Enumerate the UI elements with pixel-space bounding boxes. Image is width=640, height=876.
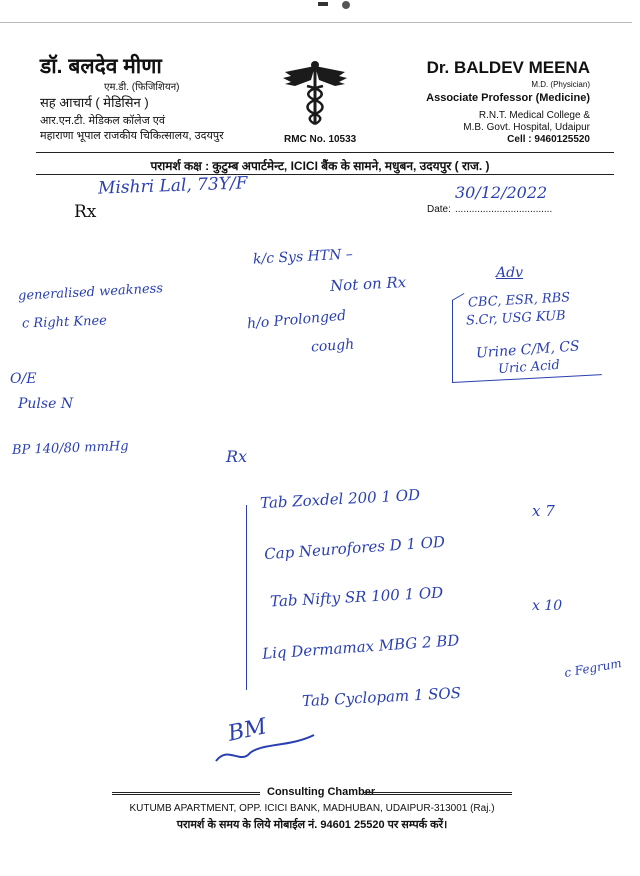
hindi-designation: सह आचार्य ( मेडिसिन ) [40, 95, 149, 110]
medication-4: Liq Dermamax MBG 2 BD [261, 631, 460, 663]
advice-bracket [452, 300, 453, 382]
footer-rule-right [364, 792, 512, 795]
complaint-line-1: generalised weakness [17, 281, 164, 304]
handwritten-date: 30/12/2022 [455, 183, 548, 202]
cell-number: Cell : 9460125520 [507, 134, 590, 145]
advice-line-1: CBC, ESR, RBS [467, 290, 571, 311]
english-degree: M.D. (Physician) [531, 80, 590, 89]
scan-mark [342, 1, 350, 9]
known-case-line: k/c Sys HTN – [252, 246, 354, 268]
footer-address: KUTUMB APARTMENT, OPP. ICICI BANK, MADHUBAN, UDAIPUR-313001 (Raj.) [129, 803, 495, 814]
footer-title: Consulting Chamber [267, 786, 376, 798]
caduceus-icon [281, 58, 349, 128]
patient-name: Mishri Lal, 73Y/F [97, 173, 248, 199]
advice-line-4: Uric Acid [497, 357, 561, 378]
rx-symbol: Rx [74, 202, 97, 222]
exam-pulse: Pulse N [18, 396, 74, 412]
medication-3: Tab Nifty SR 100 1 OD [269, 583, 444, 611]
rx-handwritten: Rx [226, 447, 248, 466]
english-college-1: R.N.T. Medical College & [478, 110, 590, 121]
hindi-college-2: महाराणा भूपाल राजकीय चिकित्सालय, उदयपुर [40, 130, 224, 142]
consult-room-address: परामर्श कक्ष : कुटुम्ब अपार्टमेन्ट, ICICI बैंक के सामने, मधुबन, उदयपुर ( राज. ) [150, 159, 490, 173]
english-doctor-name: Dr. BALDEV MEENA [426, 58, 590, 77]
complaint-line-2: c Right Knee [21, 313, 108, 332]
english-college-2: M.B. Govt. Hospital, Udaipur [463, 122, 590, 133]
medication-2: Cap Neurofores D 1 OD [263, 532, 446, 564]
medication-1-duration: x 7 [532, 502, 555, 520]
advice-bracket-bottom [452, 374, 602, 383]
signature-stroke [210, 725, 320, 770]
advice-line-3: Urine C/M, CS [475, 338, 581, 362]
cough-line: cough [310, 336, 355, 356]
hindi-degree: एम.डी. (फिजिशियन) [104, 82, 180, 93]
rmc-number: RMC No. 10533 [284, 134, 357, 145]
top-edge [0, 22, 632, 23]
header-rule-top [36, 152, 614, 153]
exam-bp: BP 140/80 mmHg [11, 438, 129, 459]
medication-1: Tab Zoxdel 200 1 OD [259, 485, 421, 513]
hindi-college-1: आर.एन.टी. मेडिकल कॉलेज एवं [40, 115, 165, 127]
medication-5: Tab Cyclopam 1 SOS [301, 683, 462, 711]
scan-mark [318, 2, 328, 6]
date-label: Date: [427, 204, 451, 215]
footer-rule-left [112, 792, 260, 795]
advice-bracket-top [452, 293, 465, 301]
medication-4-note: c Fegrum [563, 656, 623, 680]
history-line: h/o Prolonged [246, 307, 347, 333]
not-on-rx: Not on Rx [329, 273, 407, 295]
footer-contact: परामर्श के समय के लिये मोबाईल नं. 94601 25520 पर सम्पर्क करें। [176, 819, 448, 831]
advice-heading: Adv [496, 265, 523, 281]
date-dots: ................................... [455, 204, 553, 215]
header-rule-bottom [36, 174, 614, 175]
doctor-signature: BM [225, 714, 269, 747]
hindi-doctor-name: डॉ. बलदेव मीणा [40, 55, 162, 78]
advice-line-2: S.Cr, USG KUB [465, 308, 567, 329]
exam-heading: O/E [10, 371, 37, 387]
medication-bracket [246, 505, 247, 690]
english-designation: Associate Professor (Medicine) [426, 92, 590, 104]
medication-3-duration: x 10 [532, 598, 563, 614]
